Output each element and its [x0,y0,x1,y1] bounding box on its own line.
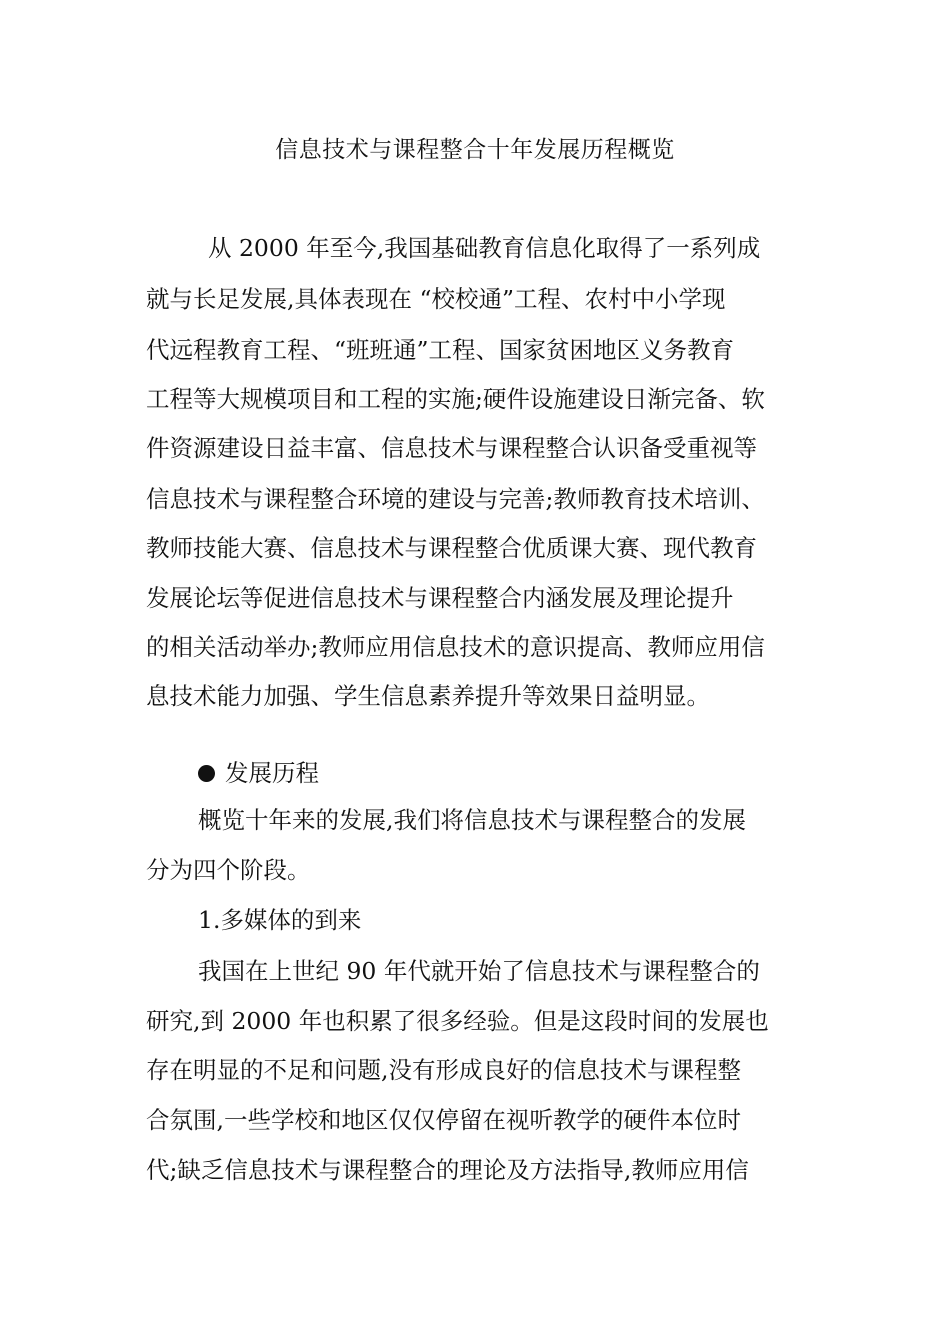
intro-line: 教师技能大赛、信息技术与课程整合优质课大赛、现代教育 [146,534,757,562]
stage1-line: 代;缺乏信息技术与课程整合的理论及方法指导,教师应用信 [146,1156,749,1184]
overview-line: 分为四个阶段。 [146,856,311,884]
stage1-line: 合氛围,一些学校和地区仅仅停留在视听教学的硬件本位时 [146,1106,741,1134]
intro-line: 发展论坛等促进信息技术与课程整合内涵发展及理论提升 [146,584,734,612]
section-heading-text: 发展历程 [225,759,319,787]
intro-line: 信息技术与课程整合环境的建设与完善;教师教育技术培训、 [146,485,765,513]
stage1-line: 我国在上世纪 90 年代就开始了信息技术与课程整合的 [198,957,760,985]
stage1-line: 研究,到 2000 年也积累了很多经验。但是这段时间的发展也 [146,1007,769,1035]
intro-line: 就与长足发展,具体表现在 “校校通”工程、农村中小学现 [146,285,726,313]
overview-line: 概览十年来的发展,我们将信息技术与课程整合的发展 [198,806,746,834]
intro-line: 息技术能力加强、学生信息素养提升等效果日益明显。 [146,682,710,710]
document-title: 信息技术与课程整合十年发展历程概览 [275,137,675,163]
stage1-line: 存在明显的不足和问题,没有形成良好的信息技术与课程整 [146,1056,741,1084]
stage-heading: 1.多媒体的到来 [198,906,362,934]
intro-line: 件资源建设日益丰富、信息技术与课程整合认识备受重视等 [146,434,757,462]
intro-line: 代远程教育工程、“班班通”工程、国家贫困地区义务教育 [146,336,735,364]
intro-line: 工程等大规模项目和工程的实施;硬件设施建设日渐完备、软 [146,385,765,413]
bullet-icon [198,765,215,782]
section-heading [198,755,319,791]
intro-line: 从 2000 年至今,我国基础教育信息化取得了一系列成 [208,234,761,262]
intro-line: 的相关活动举办;教师应用信息技术的意识提高、教师应用信 [146,633,765,661]
